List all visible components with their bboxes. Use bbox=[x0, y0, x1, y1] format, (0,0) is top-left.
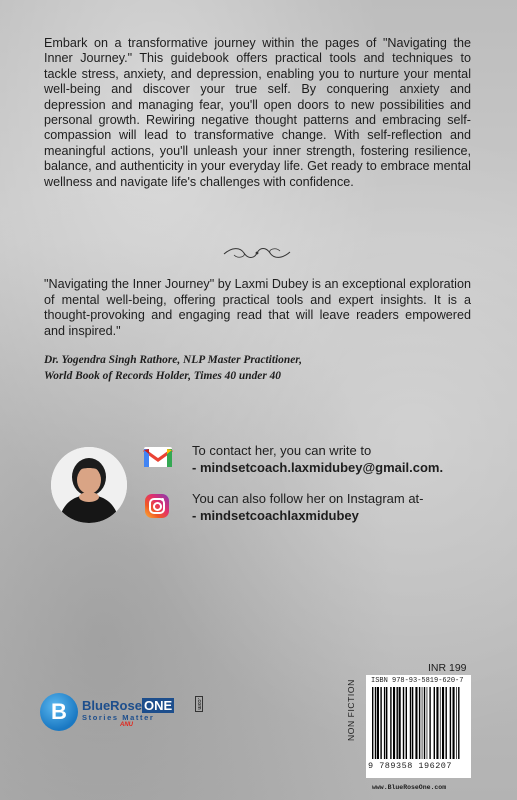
barcode-bar bbox=[450, 687, 451, 759]
publisher-website: www.BlueRoseOne.com bbox=[372, 784, 447, 791]
brand-domain: .com bbox=[196, 698, 202, 710]
gmail-icon bbox=[143, 445, 173, 469]
ornament-flourish bbox=[222, 245, 292, 261]
email-address: - mindsetcoach.laxmidubey@gmail.com. bbox=[192, 460, 444, 475]
publisher-logo-icon: B bbox=[40, 693, 78, 731]
publisher-tagline: Stories Matter bbox=[82, 713, 155, 722]
barcode-bar bbox=[406, 687, 407, 759]
contact-block bbox=[192, 442, 443, 476]
barcode-bar bbox=[458, 687, 459, 759]
barcode-bar bbox=[442, 687, 444, 759]
barcode-bar bbox=[415, 687, 417, 759]
isbn-barcode bbox=[366, 675, 471, 778]
barcode-bar bbox=[403, 687, 404, 759]
email-intro: To contact her, you can write to bbox=[192, 443, 372, 458]
author-photo bbox=[51, 447, 127, 523]
endorsement-quote: "Navigating the Inner Journey" by Laxmi Dubey is an exceptional exploration of mental well-being, offering practical tools and expert insights. It is a thought-provoking and engaging read that will leave readers empowered and inspired." bbox=[44, 277, 471, 338]
barcode-bar bbox=[397, 687, 398, 759]
publisher-extra: ANU bbox=[120, 722, 133, 728]
instagram-icon bbox=[145, 494, 169, 518]
publisher-brand bbox=[82, 698, 202, 713]
instagram-handle: - mindsetcoachlaxmidubey bbox=[192, 508, 359, 523]
barcode-bar bbox=[399, 687, 401, 759]
instagram-block bbox=[192, 490, 424, 524]
endorsement-attribution bbox=[44, 353, 474, 384]
barcode-bar bbox=[410, 687, 411, 759]
barcode-bar bbox=[446, 687, 447, 759]
barcode-bar bbox=[412, 687, 413, 759]
barcode-number: 9 789358 196207 bbox=[368, 761, 453, 771]
attribution-line-1: Dr. Yogendra Singh Rathore, NLP Master Practitioner, bbox=[44, 354, 302, 366]
barcode-bar bbox=[456, 687, 457, 759]
attribution-line-2: World Book of Records Holder, Times 40 under 40 bbox=[44, 369, 281, 382]
barcode-bar bbox=[424, 687, 425, 759]
barcode-bar bbox=[386, 687, 387, 759]
barcode-bar bbox=[429, 687, 430, 759]
barcode-bar bbox=[372, 687, 373, 759]
barcode-bars bbox=[372, 687, 466, 759]
back-cover-blurb: Embark on a transformative journey within the pages of "Navigating the Inner Journey." This guidebook offers practical tools and techniques to tackle stress, anxiety, and depression, enabling you to nurture your mental well-being and discover your true self. By conquering anxiety and depression and managing fear, you'll open doors to new possibilities and personal growth. Rewiring negative thought patterns and embracing self-compassion will lead to transformative change. With self-reflection and meaningful actions, you'll unleash your inner strength, fostering resilience, balance, and authenticity in your everyday life. Get ready to embrace mental wellness and navigate life's challenges with confidence. bbox=[44, 36, 471, 189]
brand-name: BlueRose bbox=[82, 698, 142, 713]
barcode-bar bbox=[434, 687, 435, 759]
barcode-bar bbox=[390, 687, 391, 759]
isbn-label: ISBN 978-93-5819-620-7 bbox=[371, 677, 464, 685]
barcode-bar bbox=[436, 687, 438, 759]
barcode-bar bbox=[440, 687, 441, 759]
barcode-bar bbox=[453, 687, 455, 759]
barcode-bar bbox=[422, 687, 423, 759]
barcode-bar bbox=[375, 687, 376, 759]
instagram-intro: You can also follow her on Instagram at- bbox=[192, 491, 424, 506]
barcode-bar bbox=[419, 687, 420, 759]
barcode-bar bbox=[377, 687, 379, 759]
barcode-bar bbox=[427, 687, 428, 759]
category-label: NON FICTION bbox=[346, 679, 356, 741]
barcode-bar bbox=[384, 687, 385, 759]
barcode-bar bbox=[380, 687, 381, 759]
barcode-bar bbox=[393, 687, 395, 759]
brand-one: ONE bbox=[143, 698, 173, 713]
price-label: INR 199 bbox=[428, 662, 467, 674]
